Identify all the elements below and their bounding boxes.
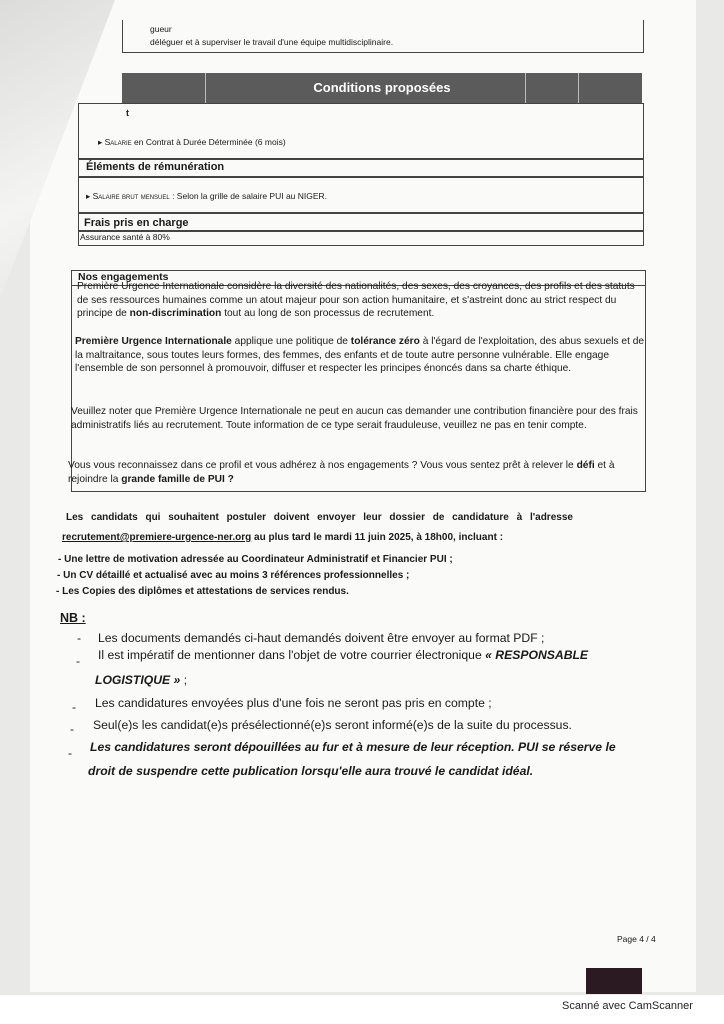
engagements-paragraph-4: Vous vous reconnaissez dans ce profil et vous adhérez à nos engagements ? Vous vous sentez prêt à relever le défi et à rejoindre la grande famille de PUI ? <box>68 460 615 485</box>
nb-title: NB : <box>60 611 86 625</box>
engagements-title: Nos engagements <box>78 271 169 283</box>
engagements-paragraph-1: Première Urgence Internationale considère la diversité des nationalités, des sexes, des croyances, des profils et des statuts de ses ressources humaines comme un atout majeur pour son action humanitaire, et s'astreint donc au strict respect du principe de non-discrimination tout au long de son processus de recrutement. <box>77 281 635 319</box>
engagements-paragraph-2: Première Urgence Internationale applique une politique de tolérance zéro à l'égard de l'exploitation, des abus sexuels et de la maltraitance, sous toutes leurs formes, des femmes, des enfants et de toute autre personne vulnérable. Elle engage l'ensemble de son personnel à promouvoir, diffuser et respecter les principes énoncés dans sa charte éthique. <box>75 336 645 374</box>
contract-prefix: Salarie <box>104 137 132 147</box>
frais-text: Assurance santé à 80% <box>80 232 170 242</box>
application-item-2: - Un CV détaillé et actualisé avec au moins 3 références professionnelles ; <box>57 570 410 581</box>
nb-bullet: - <box>68 746 73 760</box>
nb-bullet: - <box>76 654 81 668</box>
conditions-header: Conditions proposées <box>122 73 642 103</box>
scan-artifact <box>586 968 642 994</box>
nb-item-3: Les candidatures envoyées plus d'une fois ne seront pas pris en compte ; <box>95 696 492 710</box>
recruitment-email-link[interactable]: recrutement@premiere-urgence-ner.org <box>62 532 252 543</box>
nb-bullet: - <box>70 722 75 736</box>
contract-text: ▸ Salarie en Contrat à Durée Déterminée (6 mois) <box>98 137 286 147</box>
application-item-3: - Les Copies des diplômes et attestations de services rendus. <box>56 586 349 597</box>
header-divider <box>525 73 526 103</box>
nb-item-5: Les candidatures seront dépouillées au fur et à mesure de leur réception. PUI se réserve le <box>90 740 616 754</box>
nb-item-2-cont: LOGISTIQUE » ; <box>95 673 188 687</box>
contract-cell <box>78 103 644 160</box>
contract-details: en Contrat à Durée Déterminée (6 mois) <box>131 137 286 147</box>
header-divider <box>205 73 206 103</box>
nb-item-2: Il est impératif de mentionner dans l'objet de votre courrier électronique « RESPONSABLE <box>98 648 589 662</box>
application-item-1: - Une lettre de motivation adressée au Coordinateur Administratif et Financier PUI ; <box>58 554 453 565</box>
salary-text: ▸ Salaire brut mensuel : Selon la grille de salaire PUI au NIGER. <box>86 191 328 201</box>
skills-line2: déléguer et à superviser le travail d'une équipe multidisciplinaire. <box>150 37 394 47</box>
salary-prefix: Salaire brut mensuel <box>92 191 170 201</box>
scanner-label: Scanné avec CamScanner <box>562 1000 693 1012</box>
nb-item-4: Seul(e)s les candidat(e)s présélectionné(e)s seront informé(e)s de la suite du processus. <box>93 718 572 732</box>
application-deadline: recrutement@premiere-urgence-ner.org au plus tard le mardi 11 juin 2025, à 18h00, incluant : <box>62 532 504 543</box>
frais-label: Frais pris en charge <box>84 217 189 229</box>
skills-line1: gueur <box>150 24 172 34</box>
remuneration-label: Éléments de rémunération <box>86 161 225 173</box>
application-intro: Les candidats qui souhaitent postuler doivent envoyer leur dossier de candidature à l'adresse <box>66 512 573 523</box>
nb-bullet: - <box>77 631 82 645</box>
engagements-paragraph-3: Veuillez noter que Première Urgence Internationale ne peut en aucun cas demander une contribution financière pour des frais administratifs liés au recrutement. Toute information de ce type serait frauduleuse, veuillez ne pas en tenir compte. <box>71 406 638 431</box>
nb-item-5-cont: droit de suspendre cette publication lorsqu'elle aura trouvé le candidat idéal. <box>88 764 534 778</box>
nb-item-1: Les documents demandés ci-haut demandés doivent être envoyer au format PDF ; <box>98 631 545 645</box>
contract-label: t <box>126 108 129 118</box>
page-number: Page 4 / 4 <box>617 934 656 944</box>
salary-details: : Selon la grille de salaire PUI au NIGER. <box>169 191 328 201</box>
nb-bullet: - <box>72 700 77 714</box>
header-divider <box>578 73 579 103</box>
